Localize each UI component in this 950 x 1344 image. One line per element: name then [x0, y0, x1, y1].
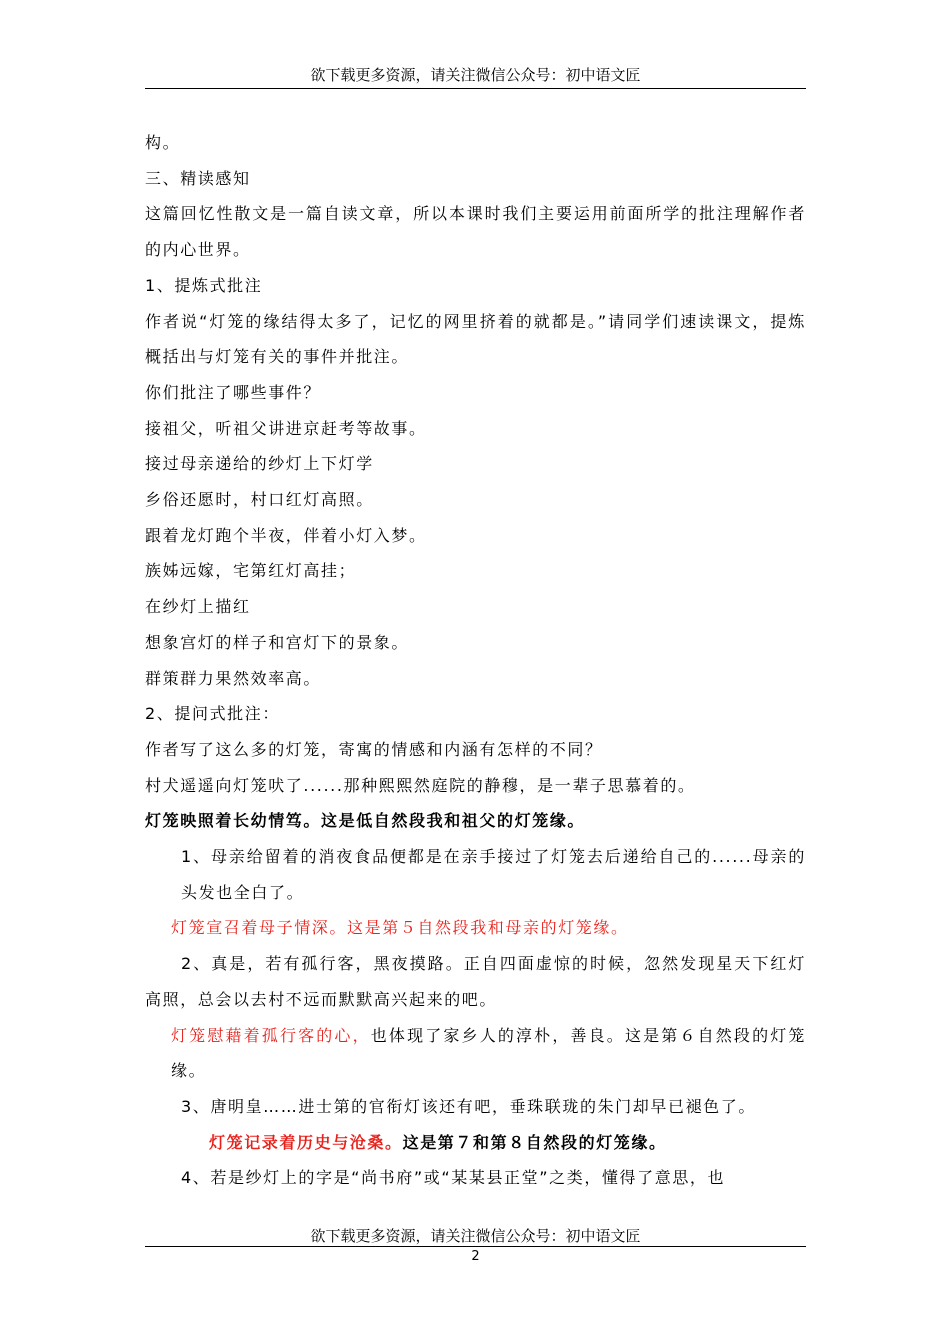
- paragraph: 构。: [145, 133, 181, 152]
- annotation-red-phrase: 灯笼慰藉着孤行客的心，: [171, 1025, 371, 1045]
- document-body: [145, 125, 806, 1196]
- list-item: 接祖父，听祖父讲进京赶考等故事。: [145, 418, 427, 438]
- list-item: 跟着龙灯跑个半夜，伴着小灯入梦。: [145, 525, 427, 545]
- annotation: 灯笼映照着长幼情笃。这是低自然段我和祖父的灯笼缘。: [145, 811, 586, 831]
- paragraph: 4、若是纱灯上的字是“尚书府”或“某某县正堂”之类，懂得了意思，也: [181, 1168, 726, 1188]
- annotation-red-phrase: 灯笼记录着历史与沧桑。: [209, 1132, 403, 1152]
- paragraph: 作者说“灯笼的缘结得太多了，记忆的网里挤着的就都是。”请同学们速读课文，提炼概括出与灯笼有关的事件并批注。: [145, 311, 806, 367]
- annotation: [145, 1018, 806, 1089]
- list-item: 乡俗还愿时，村口红灯高照。: [145, 490, 374, 510]
- annotation-rest: 也体现了家乡人的淳朴，善良。这是第６自然段的灯笼缘。: [171, 1025, 806, 1081]
- annotation: [145, 1125, 806, 1161]
- header-rule: [145, 88, 806, 89]
- paragraph: 1、母亲给留着的消夜食品便都是在亲手接过了灯笼去后递给自己的......母亲的头发也全白了。: [181, 847, 806, 902]
- paragraph: 3、唐明皇……进士第的官衔灯该还有吧，垂珠联珑的朱门却早已褪色了。: [181, 1096, 756, 1116]
- footer-rule: [145, 1246, 806, 1247]
- paragraph: 2、真是，若有孤行客，黑夜摸路。正自四面虚惊的时候，忽然发现星天下红灯高照，总会以去村不远而默默高兴起来的吧。: [145, 954, 806, 1009]
- paragraph: 你们批注了哪些事件？: [145, 382, 322, 402]
- list-item: 族姊远嫁，宅第红灯高挂；: [145, 561, 357, 581]
- paragraph: 这篇回忆性散文是一篇自读文章，所以本课时我们主要运用前面所学的批注理解作者的内心世界。: [145, 204, 806, 260]
- header-text: 欲下载更多资源，请关注微信公众号：初中语文匠: [310, 66, 641, 84]
- page-number: 2: [471, 1249, 480, 1264]
- paragraph: 村犬遥遥向灯笼吠了......那种熙熙然庭院的静穆，是一辈子思慕着的。: [145, 775, 696, 795]
- subsection-heading: 1、提炼式批注: [145, 275, 263, 295]
- paragraph: 作者写了这么多的灯笼，寄寓的情感和内涵有怎样的不同？: [145, 739, 603, 759]
- list-item: 群策群力果然效率高。: [145, 668, 322, 688]
- annotation-rest: 这是第７和第８自然段的灯笼缘。: [402, 1132, 667, 1152]
- subsection-heading: 2、提问式批注：: [145, 704, 280, 724]
- list-item: 想象宫灯的样子和宫灯下的景象。: [145, 632, 410, 652]
- list-item: 接过母亲递给的纱灯上下灯学: [145, 454, 374, 474]
- footer-text: 欲下载更多资源，请关注微信公众号：初中语文匠: [310, 1227, 641, 1245]
- section-heading: 三、精读感知: [145, 168, 251, 188]
- annotation-red: 灯笼宣召着母子情深。这是第５自然段我和母亲的灯笼缘。: [171, 918, 629, 938]
- list-item: 在纱灯上描红: [145, 597, 251, 617]
